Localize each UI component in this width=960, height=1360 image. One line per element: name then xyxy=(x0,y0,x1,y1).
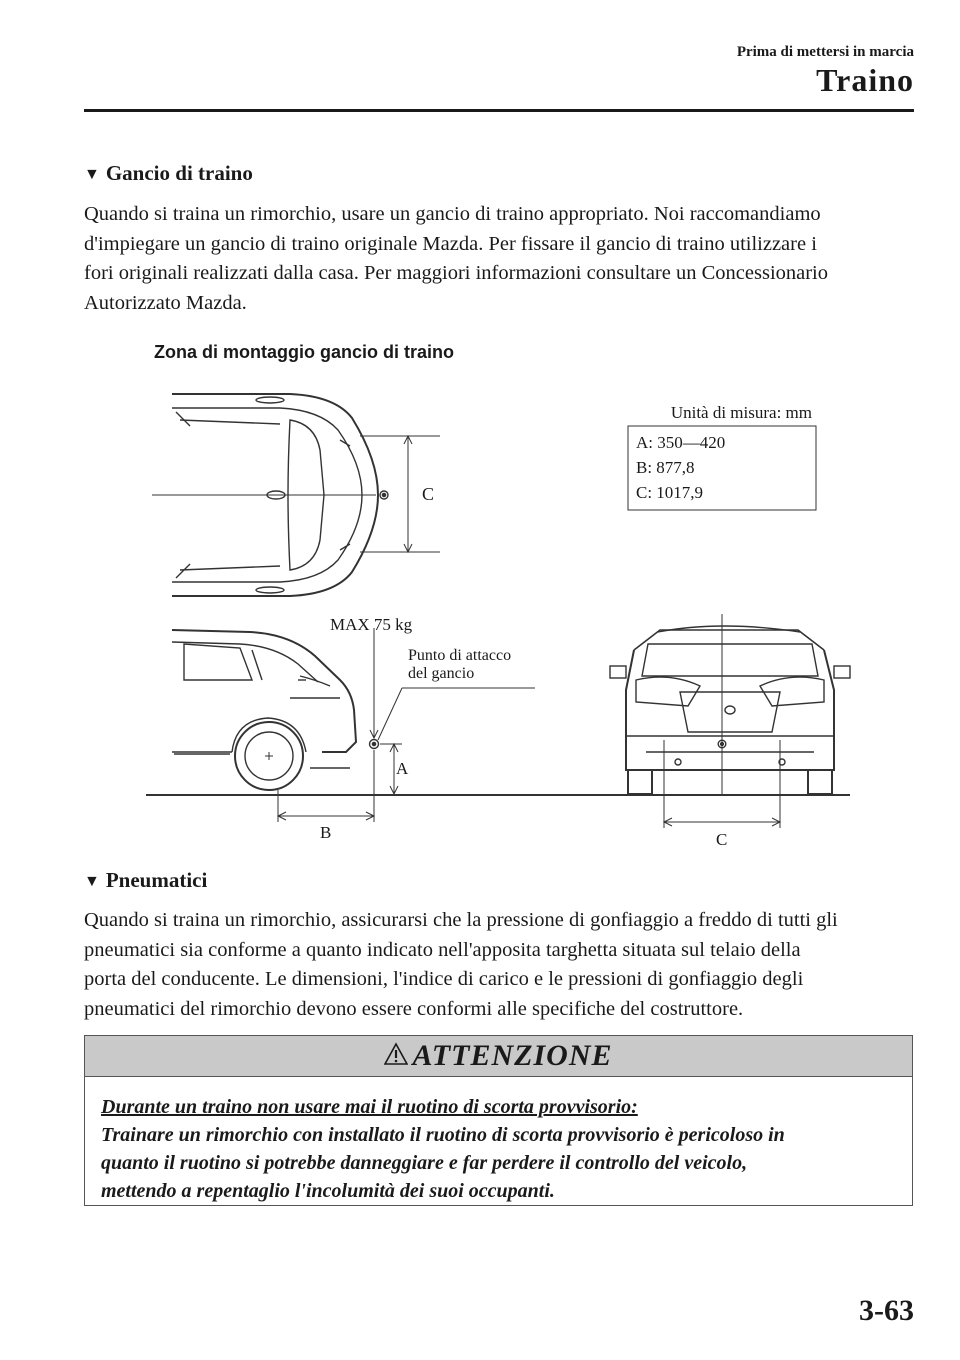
dimension-label-c-rear: C xyxy=(716,830,728,849)
attach-point-label: Punto di attacco xyxy=(408,647,512,664)
dimension-label-b: B xyxy=(320,823,332,842)
dimension-value-a: A: 350—420 xyxy=(636,433,726,452)
car-rear-view xyxy=(610,626,850,794)
warning-body-line: quanto il ruotino si potrebbe danneggiare e far perdere il controllo del veicolo, xyxy=(101,1152,748,1174)
running-header-title: Traino xyxy=(816,62,914,98)
page-number: 3-63 xyxy=(859,1294,914,1327)
warning-subtitle: Durante un traino non usare mai il ruotino di scorta provvisorio: xyxy=(101,1096,638,1118)
dimension-value-b: B: 877,8 xyxy=(636,458,695,477)
triangle-down-icon: ▼ xyxy=(84,873,100,890)
hitch-paragraph-line: fori originali realizzati dalla casa. Per maggiori informazioni consultare un Concessionario xyxy=(84,262,829,284)
hitch-paragraph-line: d'impiegare un gancio di traino originale Mazda. Per fissare il gancio di traino utilizzare i xyxy=(84,232,817,255)
attach-point-label: del gancio xyxy=(408,665,475,682)
tyres-paragraph-line: pneumatici sia conforme a quanto indicato nell'apposita targhetta situata sul telaio della xyxy=(84,938,801,961)
hitch-paragraph xyxy=(84,200,904,318)
tyres-paragraph-line: Quando si traina un rimorchio, assicurarsi che la pressione di gonfiaggio a freddo di tutti gli xyxy=(84,909,838,931)
hitch-paragraph-line: Autorizzato Mazda. xyxy=(84,291,247,314)
triangle-down-icon: ▼ xyxy=(84,166,100,183)
running-header-chapter: Prima di mettersi in marcia xyxy=(736,44,914,60)
dimension-value-c: C: 1017,9 xyxy=(636,483,704,502)
warning-body-line: mettendo a repentaglio l'incolumità dei suoi occupanti. xyxy=(101,1180,555,1202)
hitch-mounting-diagram xyxy=(140,380,860,850)
warning-body xyxy=(85,1077,912,1205)
section-heading-tyres xyxy=(84,868,207,893)
warning-box xyxy=(84,1035,913,1206)
car-top-view xyxy=(152,394,388,596)
tyres-paragraph-line: porta del conducente. Le dimensioni, l'indice di carico e le pressioni di gonfiaggio degli xyxy=(84,968,804,990)
warning-title: ATTENZIONE xyxy=(412,1039,613,1072)
section-heading-hitch-text: Gancio di traino xyxy=(105,161,253,185)
dimension-label-a: A xyxy=(396,759,409,778)
header-rule xyxy=(84,109,914,112)
figure-caption: Zona di montaggio gancio di traino xyxy=(154,342,454,362)
section-heading-tyres-text: Pneumatici xyxy=(105,868,208,892)
car-side-view xyxy=(172,630,356,790)
tyres-paragraph-line: pneumatici del rimorchio devono essere conformi alle specifiche del costruttore. xyxy=(84,997,744,1020)
dimension-label-c-top: C xyxy=(422,484,435,504)
warning-body-line: Trainare un rimorchio con installato il ruotino di scorta provvisorio è pericoloso in xyxy=(101,1124,785,1146)
warning-header xyxy=(85,1036,912,1077)
units-label: Unità di misura: mm xyxy=(670,403,812,422)
max-load-label: MAX 75 kg xyxy=(330,615,413,634)
section-heading-hitch xyxy=(84,161,253,186)
warning-triangle-icon xyxy=(384,1042,408,1071)
hitch-paragraph-line: Quando si traina un rimorchio, usare un gancio di traino appropriato. Noi raccomandiamo xyxy=(84,203,821,225)
tyres-paragraph xyxy=(84,906,904,1024)
